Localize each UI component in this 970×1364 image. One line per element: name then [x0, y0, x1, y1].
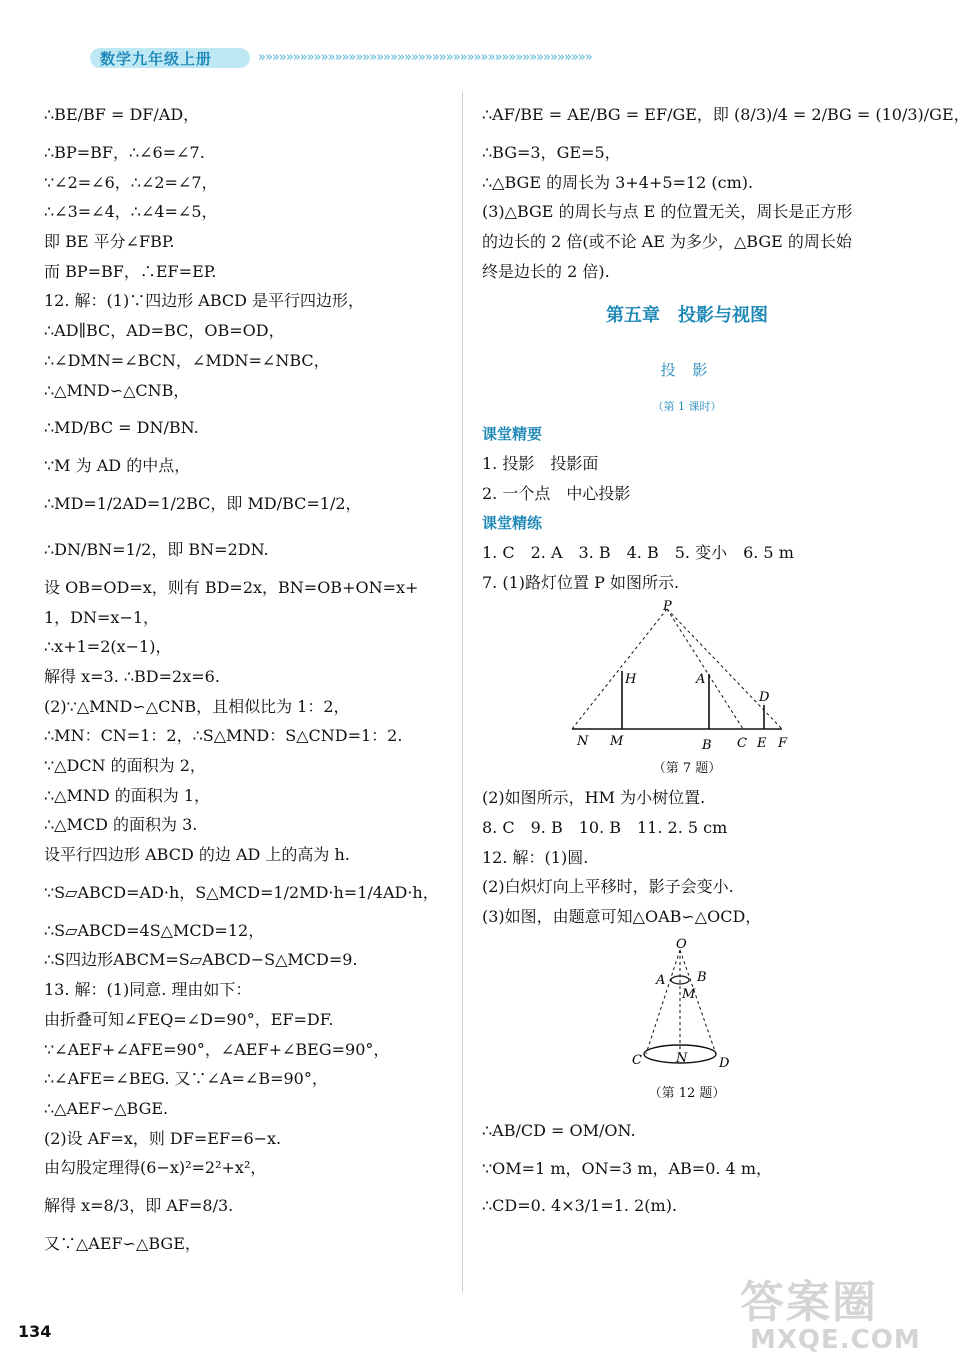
ray-to-C [667, 609, 743, 729]
text-line: ∴△MND 的面积为 1， [44, 785, 211, 805]
text-line: ∴DN/BN=1/2，即 BN=2DN. [44, 539, 269, 559]
text-line: ∴BP=BF，∴∠6=∠7. [44, 143, 205, 162]
figure-7-diagram [482, 599, 892, 754]
text-line: ∴MN：CN=1：2，∴S△MND：S△CND=1：2. [44, 726, 403, 746]
text-line: (2)白炽灯向上平移时，影子会变小. [482, 877, 734, 897]
page-header [0, 0, 916, 80]
section-title: 投 影 [660, 361, 714, 380]
text-line: 终是边长的 2 倍). [482, 261, 610, 281]
text-line: ∴x+1=2(x−1)， [44, 637, 172, 657]
label-B: B [697, 969, 707, 985]
text-line: 解得 x=8/3，即 AF=8/3. [44, 1195, 234, 1215]
text-line: 7. (1)路灯位置 P 如图所示. [482, 572, 680, 592]
figure-12-diagram [482, 936, 892, 1076]
text-line: 1，DN=x−1， [44, 607, 160, 627]
ray-to-N [572, 609, 667, 729]
label-A: A [696, 672, 706, 688]
text-line: ∴∠AFE=∠BEG. 又∵∠A=∠B=90°， [44, 1069, 328, 1089]
text-line: 8. C 9. B 10. B 11. 2. 5 cm [482, 817, 728, 837]
text-line: (3)△BGE 的周长与点 E 的位置无关，周长是正方形 [482, 202, 853, 222]
label-F: F [778, 736, 788, 752]
text-line: 由折叠可知∠FEQ=∠D=90°，EF=DF. [44, 1009, 334, 1029]
label-M: M [682, 986, 696, 1002]
text-line: 1. C 2. A 3. B 4. B 5. 变小 6. 5 m [482, 542, 794, 562]
watermark-line1: 答案圈 [740, 1277, 878, 1328]
figure-7-caption: （第 7 题） [652, 761, 722, 777]
header-chevrons: »»»»»»»»»»»»»»»»»»»»»»»»»»»»»»»»»»»»»»»»»»»»»»»» [258, 50, 592, 65]
right-column [482, 92, 970, 1229]
text-line: 2. 一个点 中心投影 [482, 484, 631, 504]
text-line: ∴AB/CD = OM/ON. [482, 1120, 636, 1140]
figure-12-caption: （第 12 题） [648, 1085, 726, 1101]
text-line: ∴△MND∽△CNB， [44, 380, 190, 400]
text-line: (3)如图，由题意可知△OAB∽△OCD， [482, 906, 762, 926]
text-line: 而 BP=BF，∴EF=EP. [44, 261, 217, 281]
figure-7 [482, 601, 892, 755]
label-A: A [656, 972, 666, 988]
cone-edge-left [646, 950, 680, 1054]
text-line: ∵M 为 AD 的中点， [44, 456, 191, 476]
watermark [740, 1277, 921, 1360]
text-line: ∵S▱ABCD=AD·h，S△MCD=1/2MD·h=1/4AD·h， [44, 882, 439, 902]
text-line: 13. 解：(1)同意. 理由如下： [44, 980, 252, 1000]
text-line: 又∵△AEF∽△BGE， [44, 1233, 201, 1253]
label-N: N [676, 1050, 688, 1066]
label-H: H [625, 672, 637, 688]
label-C: C [737, 736, 747, 752]
text-line: 由勾股定理得(6−x)²=2²+x²， [44, 1158, 267, 1178]
lesson-label: （第 1 课时） [652, 400, 722, 414]
text-line: 设平行四边形 ABCD 的边 AD 上的高为 h. [44, 845, 350, 865]
column-divider [462, 92, 463, 1292]
text-line: (2)∵△MND∽△CNB，且相似比为 1：2， [44, 696, 350, 716]
text-line: ∴∠DMN=∠BCN，∠MDN=∠NBC， [44, 350, 330, 370]
text-line: 1. 投影 投影面 [482, 454, 599, 474]
text-line: ∴S四边形ABCM=S▱ABCD−S△MCD=9. [44, 950, 358, 970]
chapter-title: 第五章 投影与视图 [606, 305, 768, 327]
text-line: ∴AD∥BC，AD=BC，OB=OD， [44, 321, 285, 341]
text-line: ∵∠AEF+∠AFE=90°，∠AEF+∠BEG=90°， [44, 1039, 390, 1059]
text-line: 12. 解：(1)圆. [482, 847, 589, 867]
text-line: ∴△BGE 的周长为 3+4+5=12 (cm). [482, 172, 754, 192]
text-line: ∵∠2=∠6，∴∠2=∠7， [44, 172, 218, 192]
text-line: 即 BE 平分∠FBP. [44, 232, 175, 252]
text-line: 12. 解：(1)∵四边形 ABCD 是平行四边形， [44, 291, 365, 311]
figure-12 [482, 936, 892, 1080]
label-M: M [610, 734, 624, 750]
text-line: ∵△DCN 的面积为 2， [44, 756, 206, 775]
text-line: (2)设 AF=x，则 DF=EF=6−x. [44, 1128, 282, 1148]
text-line: 的边长的 2 倍(或不论 AE 为多少，△BGE 的周长始 [482, 232, 852, 252]
cone-edge-right [680, 950, 716, 1054]
label-P: P [663, 599, 672, 615]
text-line: ∴BE/BF = DF/AD， [44, 105, 200, 124]
text-line: ∴CD=0. 4×3/1=1. 2(m). [482, 1196, 678, 1216]
watermark-line2: MXQE.COM [750, 1325, 921, 1355]
book-title: 数学九年级上册 [100, 50, 213, 68]
label-B: B [702, 738, 712, 754]
text-line: ∴BG=3，GE=5， [482, 143, 621, 162]
text-line: ∴△MCD 的面积为 3. [44, 815, 198, 835]
page-number: 134 [18, 1322, 52, 1341]
text-line: ∴MD=1/2AD=1/2BC，即 MD/BC=1/2， [44, 493, 362, 513]
label-N: N [577, 734, 589, 750]
left-column [44, 92, 444, 1259]
text-line: 解得 x=3. ∴BD=2x=6. [44, 666, 220, 686]
text-line: 设 OB=OD=x，则有 BD=2x，BN=OB+ON=x+ [44, 577, 419, 597]
text-line: ∴S▱ABCD=4S△MCD=12， [44, 920, 265, 940]
heading-practice: 课堂精练 [482, 513, 543, 532]
heading-key-points: 课堂精要 [482, 425, 543, 444]
label-D: D [719, 1055, 730, 1071]
label-D: D [759, 690, 770, 706]
label-C: C [632, 1052, 642, 1068]
text-line: ∵OM=1 m，ON=3 m，AB=0. 4 m， [482, 1158, 772, 1178]
label-O: O [676, 936, 687, 952]
text-line: ∴MD/BC = DN/BN. [44, 418, 199, 438]
text-line: ∴AF/BE = AE/BG = EF/GE，即 (8/3)/4 = 2/BG = (10/3)/GE， [482, 105, 970, 124]
text-line: ∴△AEF∽△BGE. [44, 1098, 169, 1118]
label-E: E [757, 736, 767, 752]
text-line: ∴∠3=∠4，∴∠4=∠5， [44, 202, 218, 222]
text-line: (2)如图所示，HM 为小树位置. [482, 788, 706, 808]
